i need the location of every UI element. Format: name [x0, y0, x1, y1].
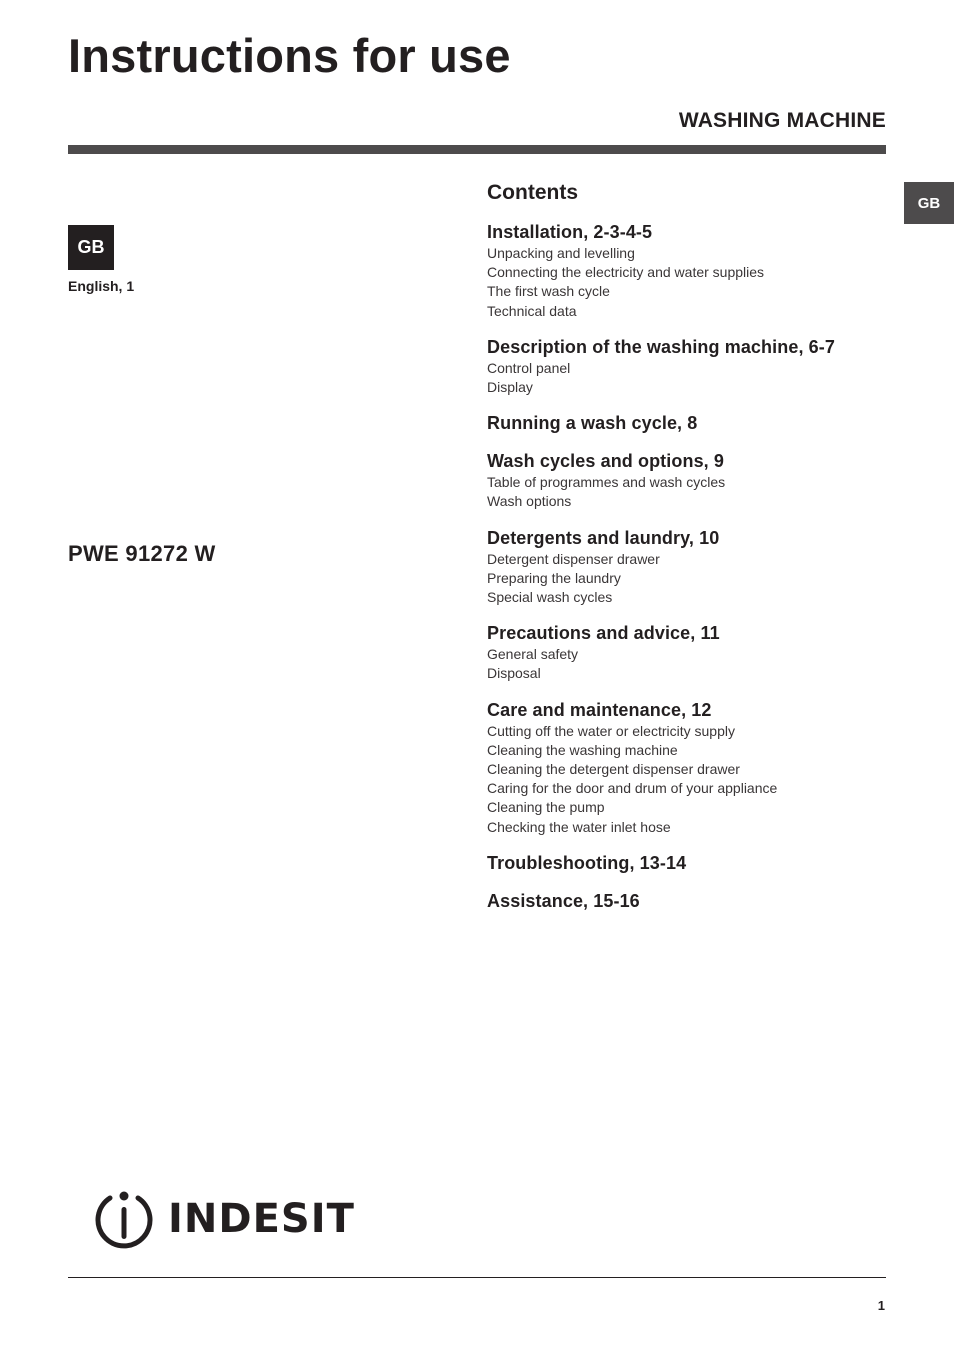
toc-section-title: Description of the washing machine, 6-7: [487, 336, 835, 357]
toc-subsection: General safety: [487, 646, 579, 663]
header-divider: [68, 145, 886, 154]
toc-section-title: Detergents and laundry, 10: [487, 527, 720, 548]
page-subtitle: WASHING MACHINE: [678, 109, 886, 132]
toc-section-title: Wash cycles and options, 9: [487, 451, 724, 472]
language-label: English, 1: [68, 278, 135, 294]
toc-sections: [487, 220, 897, 913]
toc-section: [487, 621, 897, 683]
toc-section: [487, 449, 897, 511]
toc-subsection: The first wash cycle: [487, 283, 610, 300]
indesit-logo-icon: [92, 1188, 156, 1250]
language-side-tab: GB: [904, 182, 954, 224]
model-number: PWE 91272 W: [68, 541, 216, 566]
toc-section-title: Precautions and advice, 11: [487, 623, 720, 644]
toc-section: [487, 851, 897, 875]
toc-section-title: Care and maintenance, 12: [487, 699, 712, 720]
toc-subsection: Display: [487, 379, 533, 396]
page-title: Instructions for use: [68, 29, 511, 82]
toc-subsection: Table of programmes and wash cycles: [487, 474, 726, 491]
toc-subsection: Unpacking and levelling: [487, 245, 635, 261]
page-number: 1: [877, 1298, 885, 1313]
table-of-contents: [487, 180, 897, 927]
toc-subsection: Connecting the electricity and water supplies: [487, 264, 765, 281]
toc-section-title: Assistance, 15-16: [487, 890, 640, 911]
toc-section-title: Troubleshooting, 13-14: [487, 852, 687, 873]
toc-section: [487, 889, 897, 913]
toc-subsection: Special wash cycles: [487, 589, 613, 606]
language-badge: GB: [68, 225, 114, 270]
toc-section: [487, 335, 897, 397]
footer-divider: [68, 1277, 886, 1278]
toc-subsection: Detergent dispenser drawer: [487, 550, 660, 567]
toc-subsection: Caring for the door and drum of your appliance: [487, 780, 778, 797]
toc-subsection: Disposal: [487, 665, 541, 682]
toc-subsection: Cleaning the pump: [487, 799, 605, 816]
toc-subsection: Cleaning the washing machine: [487, 741, 678, 758]
toc-subsection: Wash options: [487, 493, 572, 510]
contents-heading: Contents: [487, 181, 578, 204]
toc-subsection: Control panel: [487, 359, 571, 376]
brand-name: INDESIT: [168, 1196, 355, 1242]
toc-subsection: Cutting off the water or electricity supply: [487, 722, 735, 739]
toc-subsection: Preparing the laundry: [487, 569, 621, 586]
toc-section: [487, 698, 897, 837]
toc-section: [487, 411, 897, 435]
toc-section: [487, 526, 897, 608]
toc-subsection: Cleaning the detergent dispenser drawer: [487, 761, 740, 778]
toc-section: [487, 220, 897, 321]
toc-section-title: Installation, 2-3-4-5: [487, 222, 653, 242]
toc-section-title: Running a wash cycle, 8: [487, 413, 698, 434]
brand-logo: [92, 1188, 355, 1250]
toc-subsection: Checking the water inlet hose: [487, 818, 671, 835]
toc-subsection: Technical data: [487, 302, 577, 319]
